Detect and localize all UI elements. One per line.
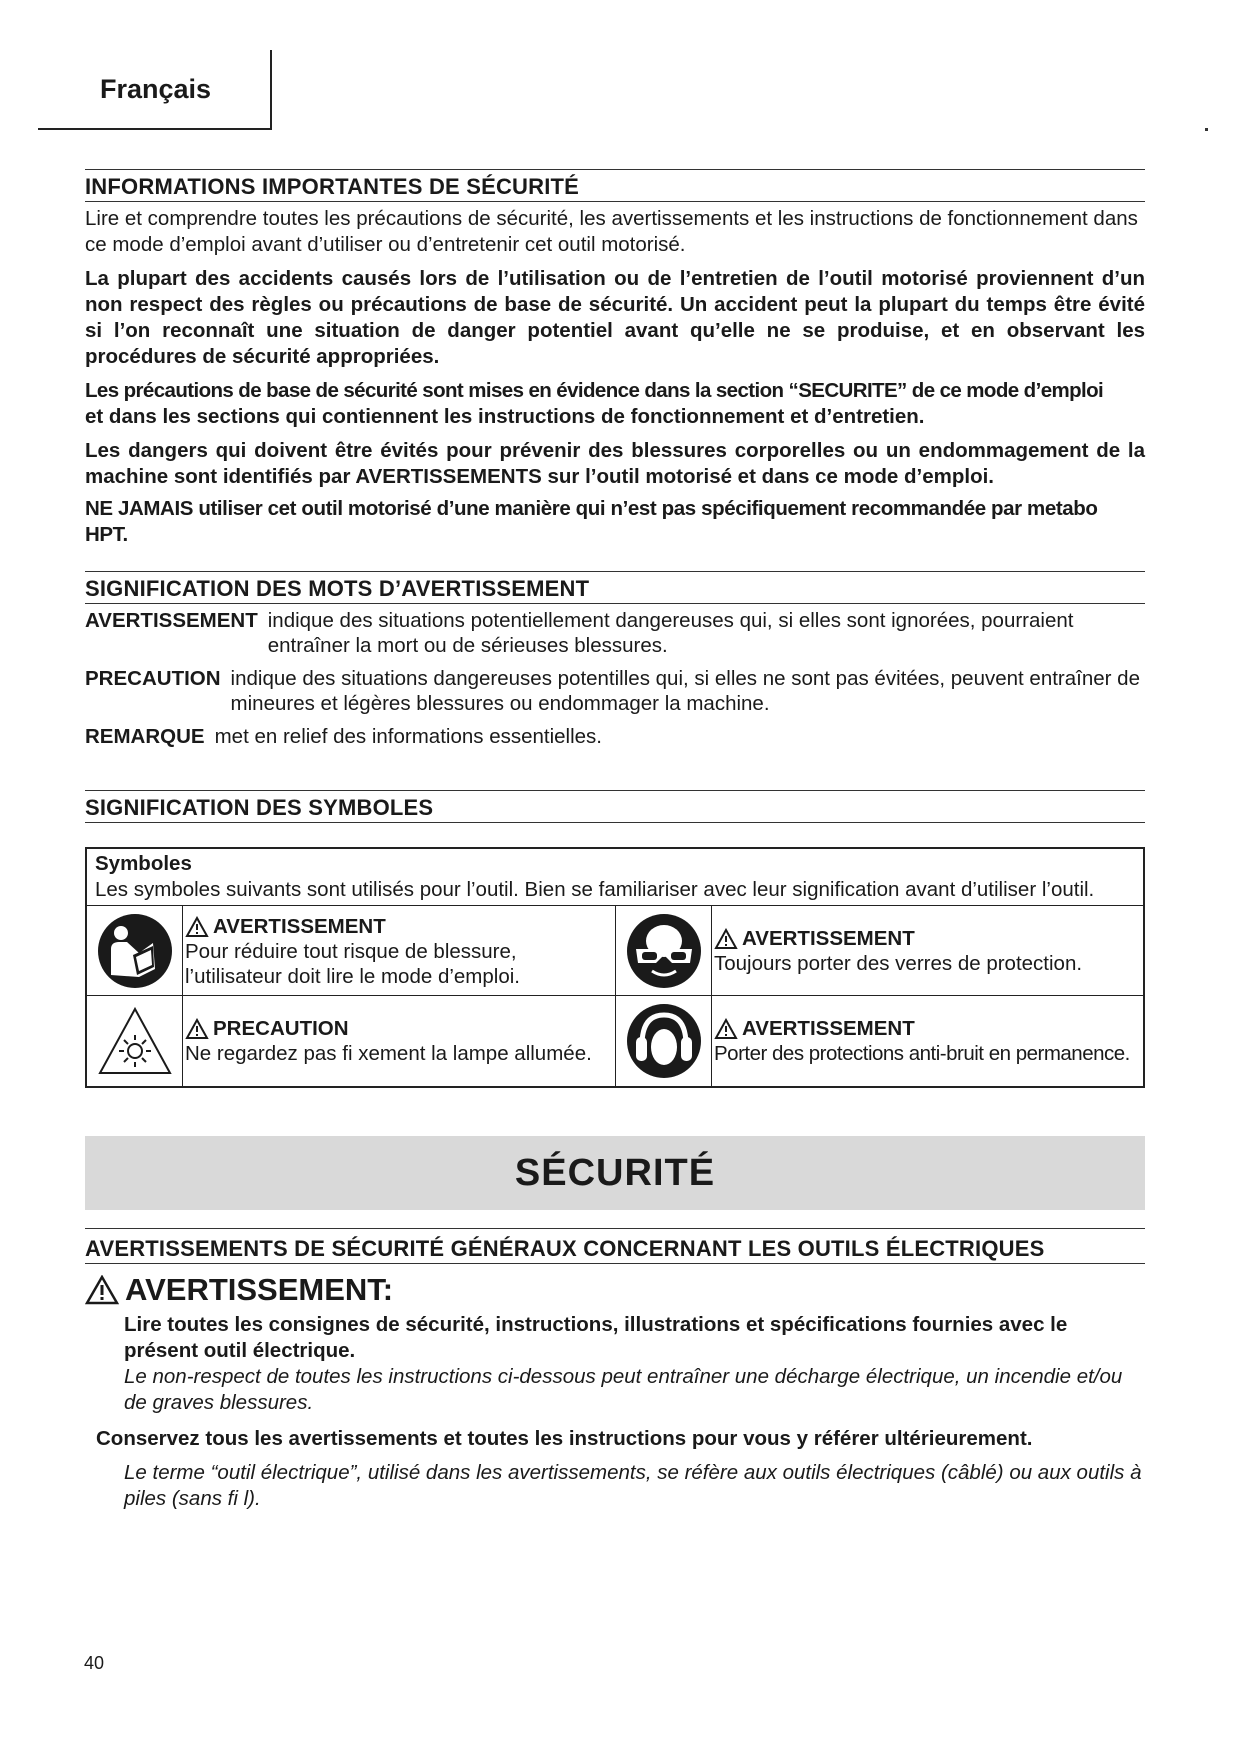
accidents-paragraph: La plupart des accidents causés lors de l’utilisation ou de l’entretien de l’outil motorisé proviennent d’un non respect des règles ou précautions de base de sécurité. Un accident peut la plupart du temps être évité si l’on reconnaît une situation de danger potentiel avant qu’elle ne se produise, et en observant les procédures de sécurité appropriées.: [85, 267, 1145, 368]
symbol-text: Toujours porter des verres de protection.: [714, 952, 1083, 975]
symbol-text: Ne regardez pas fi xement la lampe allumée.: [185, 1042, 592, 1065]
section-symbols: [85, 790, 1145, 1088]
symbol-text: Pour réduire tout risque de blessure, l’utilisateur doit lire le mode d’emploi.: [185, 940, 520, 988]
symbol-description: [183, 996, 616, 1086]
corner-mark: [1205, 128, 1208, 131]
read-manual-icon: [87, 906, 183, 996]
symbol-description: [712, 906, 1143, 996]
non-respect-text: Le non-respect de toutes les instructions ci-dessous peut entraîner une décharge électrique, un incendie et/ou de graves blessures.: [124, 1365, 1123, 1414]
symbol-text: Porter des protections anti-bruit en permanence.: [714, 1042, 1130, 1065]
symbol-description: [183, 906, 616, 996]
term-precaution: [85, 666, 1145, 716]
term-definition: indique des situations dangereuses potentilles qui, si elles ne sont pas évitées, peuvent entraîner de mineures et légères blessures ou endommager la machine.: [230, 667, 1140, 715]
language-label: Français: [100, 74, 212, 104]
basic-precautions-line2: et dans les sections qui contiennent les instructions de fonctionnement et d’entretien.: [85, 405, 925, 428]
warning-block: [85, 1312, 1145, 1416]
symbols-table: [85, 847, 1145, 1088]
term-definition: indique des situations potentiellement dangereuses qui, si elles sont ignorées, pourraient entraîner la mort ou de sérieuses blessures.: [267, 609, 1074, 657]
never-use-paragraph: NE JAMAIS utiliser cet outil motorisé d’une manière qui n’est pas spécifiquement recommandée par metabo HPT.: [85, 497, 1098, 546]
symbols-table-intro: Les symboles suivants sont utilisés pour l’outil. Bien se familiariser avec leur signification avant d’utiliser l’outil.: [95, 878, 1095, 901]
safety-banner: [85, 1136, 1145, 1210]
page-number: 40: [84, 1653, 105, 1673]
symbol-title-text: AVERTISSEMENT: [742, 927, 915, 950]
term-definition: met en relief des informations essentielles.: [214, 725, 603, 748]
section-title: AVERTISSEMENTS DE SÉCURITÉ GÉNÉRAUX CONCERNANT LES OUTILS ÉLECTRIQUES: [85, 1228, 1145, 1264]
symbol-title-text: AVERTISSEMENT: [742, 1017, 915, 1040]
basic-precautions-line1: Les précautions de base de sécurité sont mises en évidence dans la section “SECURITE” de ce mode d’emploi: [85, 379, 1104, 402]
term-label: PRECAUTION: [85, 667, 221, 690]
dangers-paragraph: Les dangers qui doivent être évités pour prévenir des blessures corporelles ou un endommagement de la machine sont identifiés par AVERTISSEMENTS sur l’outil motorisé et dans ce mode d’emploi.: [85, 439, 1145, 488]
read-all-instructions: Lire toutes les consignes de sécurité, instructions, illustrations et spécifications fournies avec le présent outil électrique.: [124, 1313, 1068, 1362]
language-tab: [38, 50, 272, 130]
term-remarque: [85, 724, 1145, 749]
section-warning-words: [85, 571, 1145, 749]
keep-instructions: Conservez tous les avertissements et toutes les instructions pour vous y référer ultérieurement.: [96, 1427, 1033, 1450]
symbols-table-header: [87, 849, 1143, 906]
section-general-warnings: [85, 1228, 1145, 1512]
safety-glasses-icon: [616, 906, 712, 996]
term-label: AVERTISSEMENT: [85, 609, 258, 632]
banner-title: SÉCURITÉ: [85, 1136, 1145, 1210]
warning-triangle-icon: [185, 1018, 209, 1040]
ear-protection-icon: [616, 996, 712, 1086]
intro-text: Lire et comprendre toutes les précautions de sécurité, les avertissements et les instructions de fonctionnement dans ce mode d’emploi avant d’utiliser ou d’entretenir cet outil motorisé.: [85, 207, 1138, 256]
term-label: REMARQUE: [85, 725, 205, 748]
warning-triangle-icon: [185, 916, 209, 938]
warning-triangle-icon: [714, 928, 738, 950]
term-avertissement: [85, 608, 1145, 658]
section-important-safety: [85, 169, 1145, 548]
symbol-title: [185, 914, 613, 939]
symbol-title: [185, 1016, 613, 1041]
section-title: SIGNIFICATION DES MOTS D’AVERTISSEMENT: [85, 571, 1145, 604]
symbol-title-text: PRECAUTION: [213, 1017, 349, 1040]
lamp-warning-icon: [87, 996, 183, 1086]
warning-heading-text: AVERTISSEMENT:: [125, 1272, 394, 1307]
symbol-title: [714, 1016, 1141, 1041]
symbol-title-text: AVERTISSEMENT: [213, 915, 386, 938]
symbol-description: [712, 996, 1143, 1086]
warning-triangle-icon: [714, 1018, 738, 1040]
warning-heading: [85, 1272, 1145, 1308]
power-tool-term: Le terme “outil électrique”, utilisé dans les avertissements, se réfère aux outils électriques (câblé) ou aux outils à piles (sans fi l).: [124, 1461, 1142, 1510]
warning-triangle-icon: [85, 1275, 119, 1305]
symbols-grid: [87, 906, 1143, 1086]
section-title: SIGNIFICATION DES SYMBOLES: [85, 790, 1145, 823]
symbol-title: [714, 926, 1141, 951]
section-title: INFORMATIONS IMPORTANTES DE SÉCURITÉ: [85, 169, 1145, 202]
symbols-table-title: Symboles: [95, 852, 192, 875]
